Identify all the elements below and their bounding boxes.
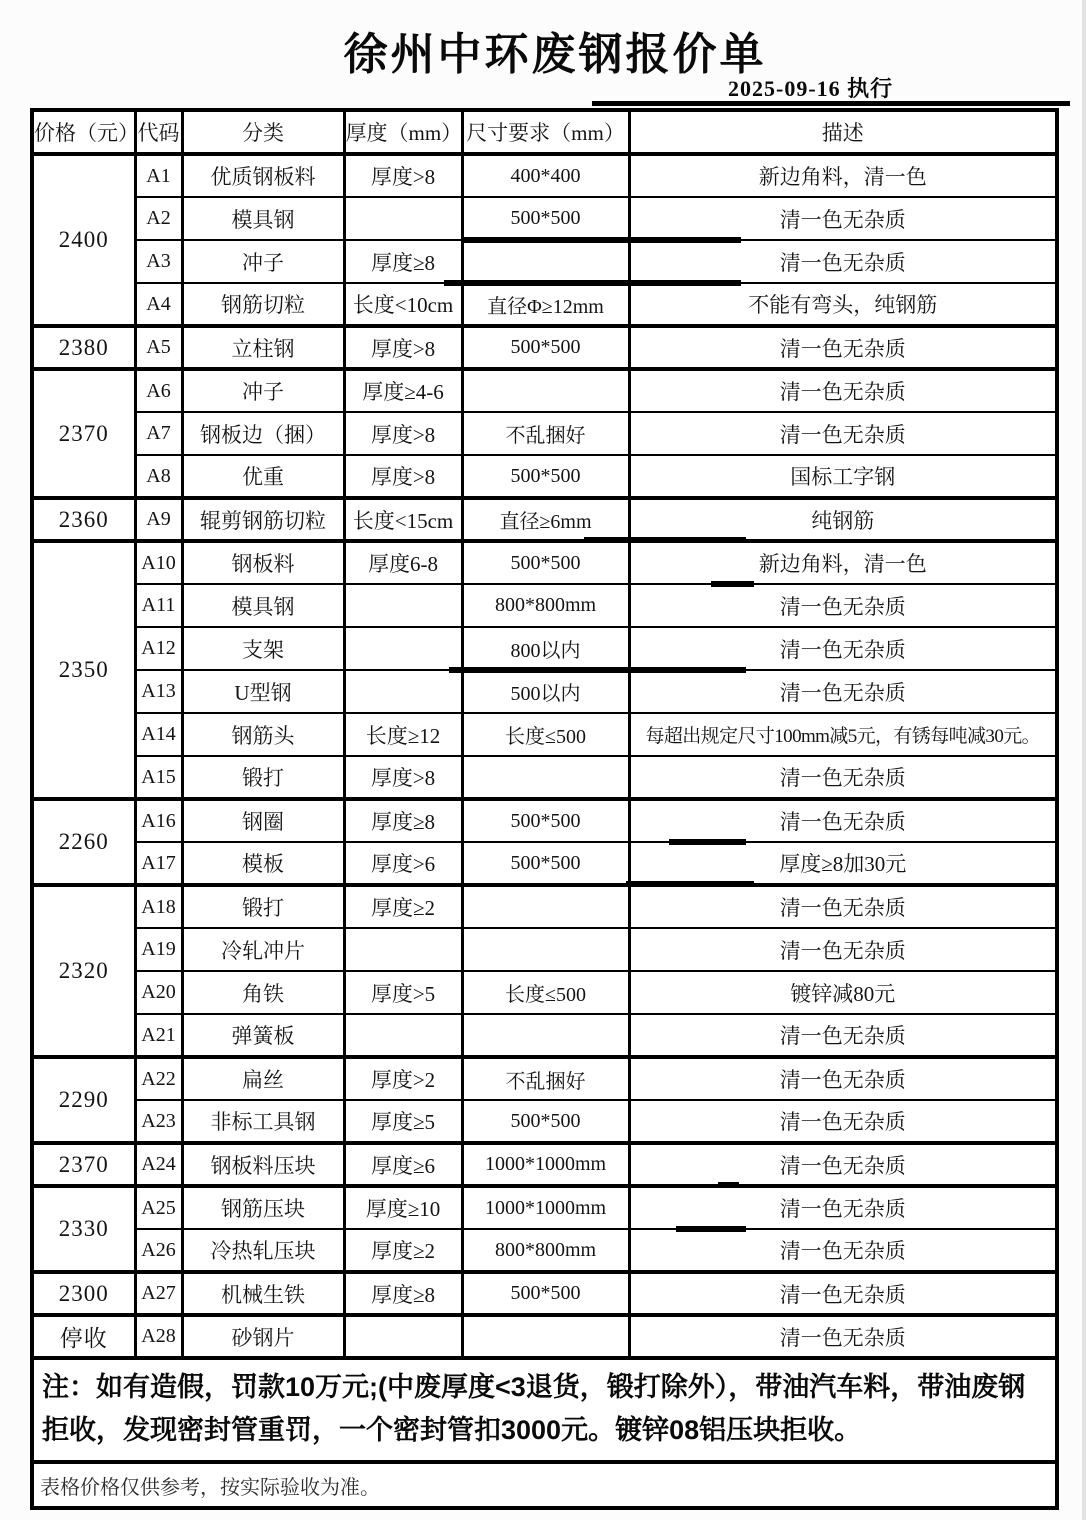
size-cell [462,369,629,412]
price-cell: 停收 [32,1315,135,1358]
code-cell: A6 [135,369,182,412]
description-cell: 清一色无杂质 [629,1186,1057,1229]
category-cell: 辊剪钢筋切粒 [182,498,344,541]
size-cell: 不乱捆好 [462,412,629,455]
size-cell: 500*500 [462,326,629,369]
table-row [32,1014,1057,1057]
table-row [32,842,1057,885]
size-cell: 500*500 [462,842,629,885]
size-cell: 500*500 [462,197,629,240]
code-cell: A21 [135,1014,182,1057]
description-cell: 新边角料，清一色 [629,154,1057,197]
description-cell: 清一色无杂质 [629,1315,1057,1358]
thickness-cell: 厚度>2 [344,1057,462,1100]
table-row [32,928,1057,971]
description-cell: 清一色无杂质 [629,197,1057,240]
table-row [32,670,1057,713]
thickness-cell: 厚度>5 [344,971,462,1014]
size-cell: 800*800mm [462,584,629,627]
table-row [32,756,1057,799]
thickness-cell [344,1315,462,1358]
category-cell: 角铁 [182,971,344,1014]
table-row [32,326,1057,369]
code-cell: A23 [135,1100,182,1143]
size-cell: 500*500 [462,799,629,842]
thickness-cell: 厚度>6 [344,842,462,885]
table-row [32,455,1057,498]
category-cell: 立柱钢 [182,326,344,369]
category-cell: 钢圈 [182,799,344,842]
size-cell: 长度≤500 [462,713,629,756]
code-cell: A22 [135,1057,182,1100]
category-cell: 钢板边（捆） [182,412,344,455]
description-cell: 清一色无杂质 [629,1143,1057,1186]
table-row [32,154,1057,197]
thickness-cell: 厚度≥2 [344,1229,462,1272]
size-cell [462,240,629,283]
code-cell: A8 [135,455,182,498]
code-cell: A2 [135,197,182,240]
code-cell: A15 [135,756,182,799]
description-cell: 清一色无杂质 [629,1014,1057,1057]
size-cell: 1000*1000mm [462,1143,629,1186]
thickness-cell: 厚度>8 [344,326,462,369]
category-cell: 冲子 [182,369,344,412]
category-cell: 钢筋压块 [182,1186,344,1229]
category-cell: 锻打 [182,756,344,799]
size-cell: 800*800mm [462,1229,629,1272]
table-row [32,541,1057,584]
table-row [32,1229,1057,1272]
size-cell: 长度≤500 [462,971,629,1014]
size-cell: 500*500 [462,541,629,584]
price-cell: 2330 [32,1186,135,1272]
category-cell: 冷热轧压块 [182,1229,344,1272]
date-underline [592,101,1070,106]
description-cell: 清一色无杂质 [629,412,1057,455]
column-header: 尺寸要求（mm） [462,110,629,154]
thickness-cell: 长度≥12 [344,713,462,756]
column-header: 厚度（mm） [344,110,462,154]
column-header: 代码 [135,110,182,154]
description-cell: 清一色无杂质 [629,627,1057,670]
price-cell: 2360 [32,498,135,541]
footer-note: 表格价格仅供参考，按实际验收为准。 [32,1462,1057,1508]
column-header: 价格（元） [32,110,135,154]
code-cell: A25 [135,1186,182,1229]
column-header: 描述 [629,110,1057,154]
thickness-cell [344,1014,462,1057]
thickness-cell: 厚度≥6 [344,1143,462,1186]
thickness-cell: 厚度>8 [344,154,462,197]
thickness-cell: 厚度≥8 [344,1272,462,1315]
category-cell: 扁丝 [182,1057,344,1100]
size-cell: 不乱捆好 [462,1057,629,1100]
scan-smudge-artifact [462,237,741,243]
thickness-cell [344,670,462,713]
category-cell: 优重 [182,455,344,498]
scan-smudge-artifact [718,1182,739,1188]
code-cell: A20 [135,971,182,1014]
category-cell: 机械生铁 [182,1272,344,1315]
price-table [30,108,1059,1510]
table-row [32,885,1057,928]
size-cell [462,756,629,799]
description-cell: 清一色无杂质 [629,670,1057,713]
category-cell: 锻打 [182,885,344,928]
code-cell: A9 [135,498,182,541]
size-cell [462,885,629,928]
code-cell: A13 [135,670,182,713]
category-cell: 钢板料 [182,541,344,584]
page-title: 徐州中环废钢报价单 [343,30,767,79]
size-cell: 直径≥6mm [462,498,629,541]
price-cell: 2400 [32,154,135,326]
price-cell: 2350 [32,541,135,799]
code-cell: A19 [135,928,182,971]
table-row [32,1315,1057,1358]
code-cell: A12 [135,627,182,670]
thickness-cell: 厚度≥8 [344,240,462,283]
description-cell: 清一色无杂质 [629,1057,1057,1100]
description-cell: 新边角料，清一色 [629,541,1057,584]
scan-smudge-artifact [669,839,746,845]
table-row [32,1272,1057,1315]
table-row [32,627,1057,670]
description-cell: 清一色无杂质 [629,240,1057,283]
code-cell: A7 [135,412,182,455]
table-row [32,369,1057,412]
note-row [32,1358,1057,1462]
size-cell: 500*500 [462,1272,629,1315]
code-cell: A11 [135,584,182,627]
size-cell [462,1014,629,1057]
description-cell: 清一色无杂质 [629,326,1057,369]
table-row [32,799,1057,842]
price-cell: 2370 [32,1143,135,1186]
code-cell: A17 [135,842,182,885]
footer-row [32,1462,1057,1508]
code-cell: A24 [135,1143,182,1186]
description-cell: 清一色无杂质 [629,369,1057,412]
size-cell: 直径Φ≥12mm [462,283,629,326]
price-cell: 2290 [32,1057,135,1143]
code-cell: A3 [135,240,182,283]
code-cell: A10 [135,541,182,584]
note: 注：如有造假，罚款10万元;(中废厚度<3退货，锻打除外），带油汽车料，带油废钢拒收，发现密封管重罚，一个密封管扣3000元。镀锌08铝压块拒收。 [32,1358,1057,1462]
size-cell: 1000*1000mm [462,1186,629,1229]
thickness-cell: 厚度>8 [344,756,462,799]
category-cell: 冲子 [182,240,344,283]
price-cell: 2380 [32,326,135,369]
description-cell: 清一色无杂质 [629,885,1057,928]
category-cell: 钢筋切粒 [182,283,344,326]
scan-smudge-artifact [444,280,741,286]
table-row [32,1186,1057,1229]
price-cell: 2300 [32,1272,135,1315]
price-cell: 2320 [32,885,135,1057]
scan-smudge-artifact [449,667,746,673]
scan-smudge-artifact [626,881,754,887]
description-cell: 清一色无杂质 [629,799,1057,842]
thickness-cell: 厚度≥2 [344,885,462,928]
description-cell: 清一色无杂质 [629,1272,1057,1315]
description-cell: 厚度≥8加30元 [629,842,1057,885]
column-header: 分类 [182,110,344,154]
size-cell: 500*500 [462,1100,629,1143]
description-cell: 每超出规定尺寸100mm减5元，有锈每吨减30元。 [629,713,1057,756]
table-row [32,1057,1057,1100]
category-cell: 弹簧板 [182,1014,344,1057]
description-cell: 纯钢筋 [629,498,1057,541]
code-cell: A28 [135,1315,182,1358]
category-cell: 冷轧冲片 [182,928,344,971]
table-row [32,1100,1057,1143]
category-cell: 优质钢板料 [182,154,344,197]
code-cell: A27 [135,1272,182,1315]
code-cell: A5 [135,326,182,369]
thickness-cell [344,584,462,627]
scan-smudge-artifact [584,537,746,543]
table-row [32,1143,1057,1186]
category-cell: 砂钢片 [182,1315,344,1358]
description-cell: 清一色无杂质 [629,928,1057,971]
effective-date: 2025-09-16 执行 [728,76,894,101]
thickness-cell: 厚度6-8 [344,541,462,584]
category-cell: 支架 [182,627,344,670]
thickness-cell: 厚度>8 [344,455,462,498]
code-cell: A4 [135,283,182,326]
description-cell: 清一色无杂质 [629,756,1057,799]
description-cell: 清一色无杂质 [629,1100,1057,1143]
table-row [32,412,1057,455]
code-cell: A1 [135,154,182,197]
category-cell: 模板 [182,842,344,885]
header-row [32,110,1057,154]
description-cell: 镀锌减80元 [629,971,1057,1014]
size-cell [462,928,629,971]
category-cell: 钢筋头 [182,713,344,756]
size-cell: 800以内 [462,627,629,670]
code-cell: A14 [135,713,182,756]
category-cell: 模具钢 [182,197,344,240]
scan-smudge-artifact [676,1226,746,1232]
thickness-cell: 厚度>8 [344,412,462,455]
table-row [32,283,1057,326]
table-row [32,240,1057,283]
category-cell: U型钢 [182,670,344,713]
thickness-cell: 厚度≥10 [344,1186,462,1229]
table-row [32,713,1057,756]
description-cell: 不能有弯头，纯钢筋 [629,283,1057,326]
thickness-cell [344,928,462,971]
code-cell: A18 [135,885,182,928]
thickness-cell: 长度<10cm [344,283,462,326]
table-row [32,584,1057,627]
category-cell: 模具钢 [182,584,344,627]
price-cell: 2370 [32,369,135,498]
table-row [32,971,1057,1014]
table-row [32,498,1057,541]
category-cell: 钢板料压块 [182,1143,344,1186]
size-cell: 400*400 [462,154,629,197]
thickness-cell: 厚度≥5 [344,1100,462,1143]
table-row [32,197,1057,240]
size-cell [462,1315,629,1358]
thickness-cell [344,627,462,670]
thickness-cell [344,197,462,240]
description-cell: 清一色无杂质 [629,1229,1057,1272]
description-cell: 国标工字钢 [629,455,1057,498]
thickness-cell: 长度<15cm [344,498,462,541]
code-cell: A16 [135,799,182,842]
price-cell: 2260 [32,799,135,885]
code-cell: A26 [135,1229,182,1272]
scan-smudge-artifact [711,581,754,587]
scan-edge-artifact [1082,0,1086,1520]
category-cell: 非标工具钢 [182,1100,344,1143]
size-cell: 500以内 [462,670,629,713]
description-cell: 清一色无杂质 [629,584,1057,627]
thickness-cell: 厚度≥8 [344,799,462,842]
size-cell: 500*500 [462,455,629,498]
thickness-cell: 厚度≥4-6 [344,369,462,412]
